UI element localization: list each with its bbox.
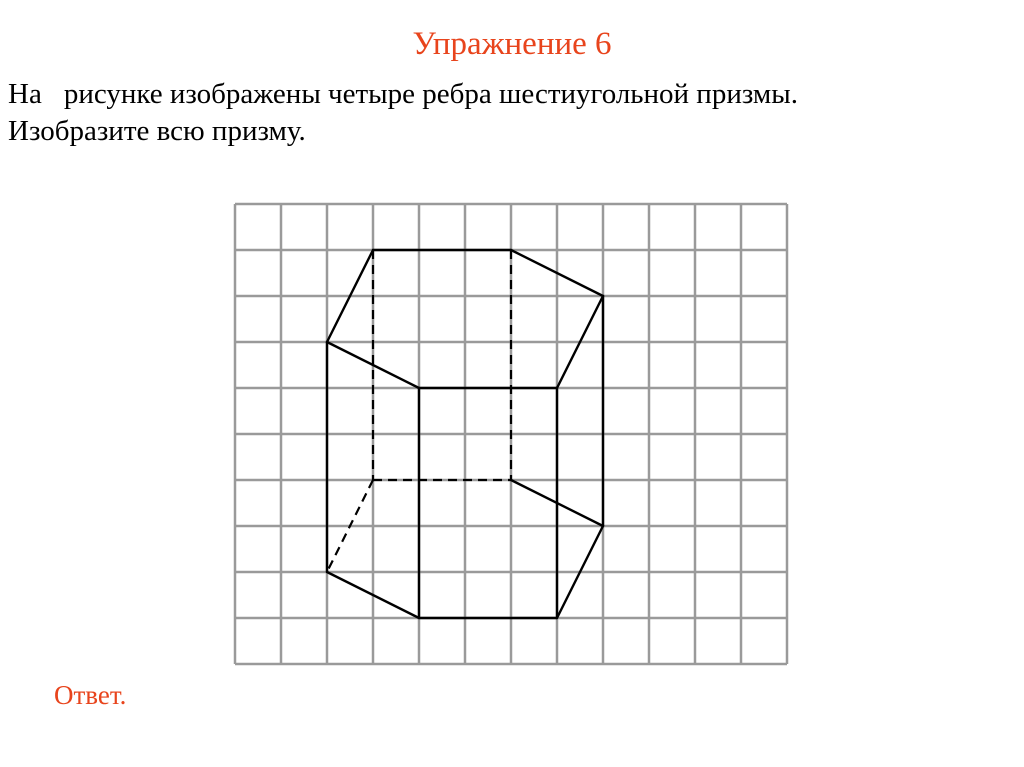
slide-title: Упражнение 6 [412, 26, 612, 62]
task-line-2: Изобразите всю призму. [8, 115, 306, 147]
task-line-1-rest: рисунке изображены четыре ребра шестиугольной призмы. [63, 78, 798, 110]
answer-label: Ответ. [54, 680, 127, 710]
task-word-na: На [8, 78, 42, 110]
